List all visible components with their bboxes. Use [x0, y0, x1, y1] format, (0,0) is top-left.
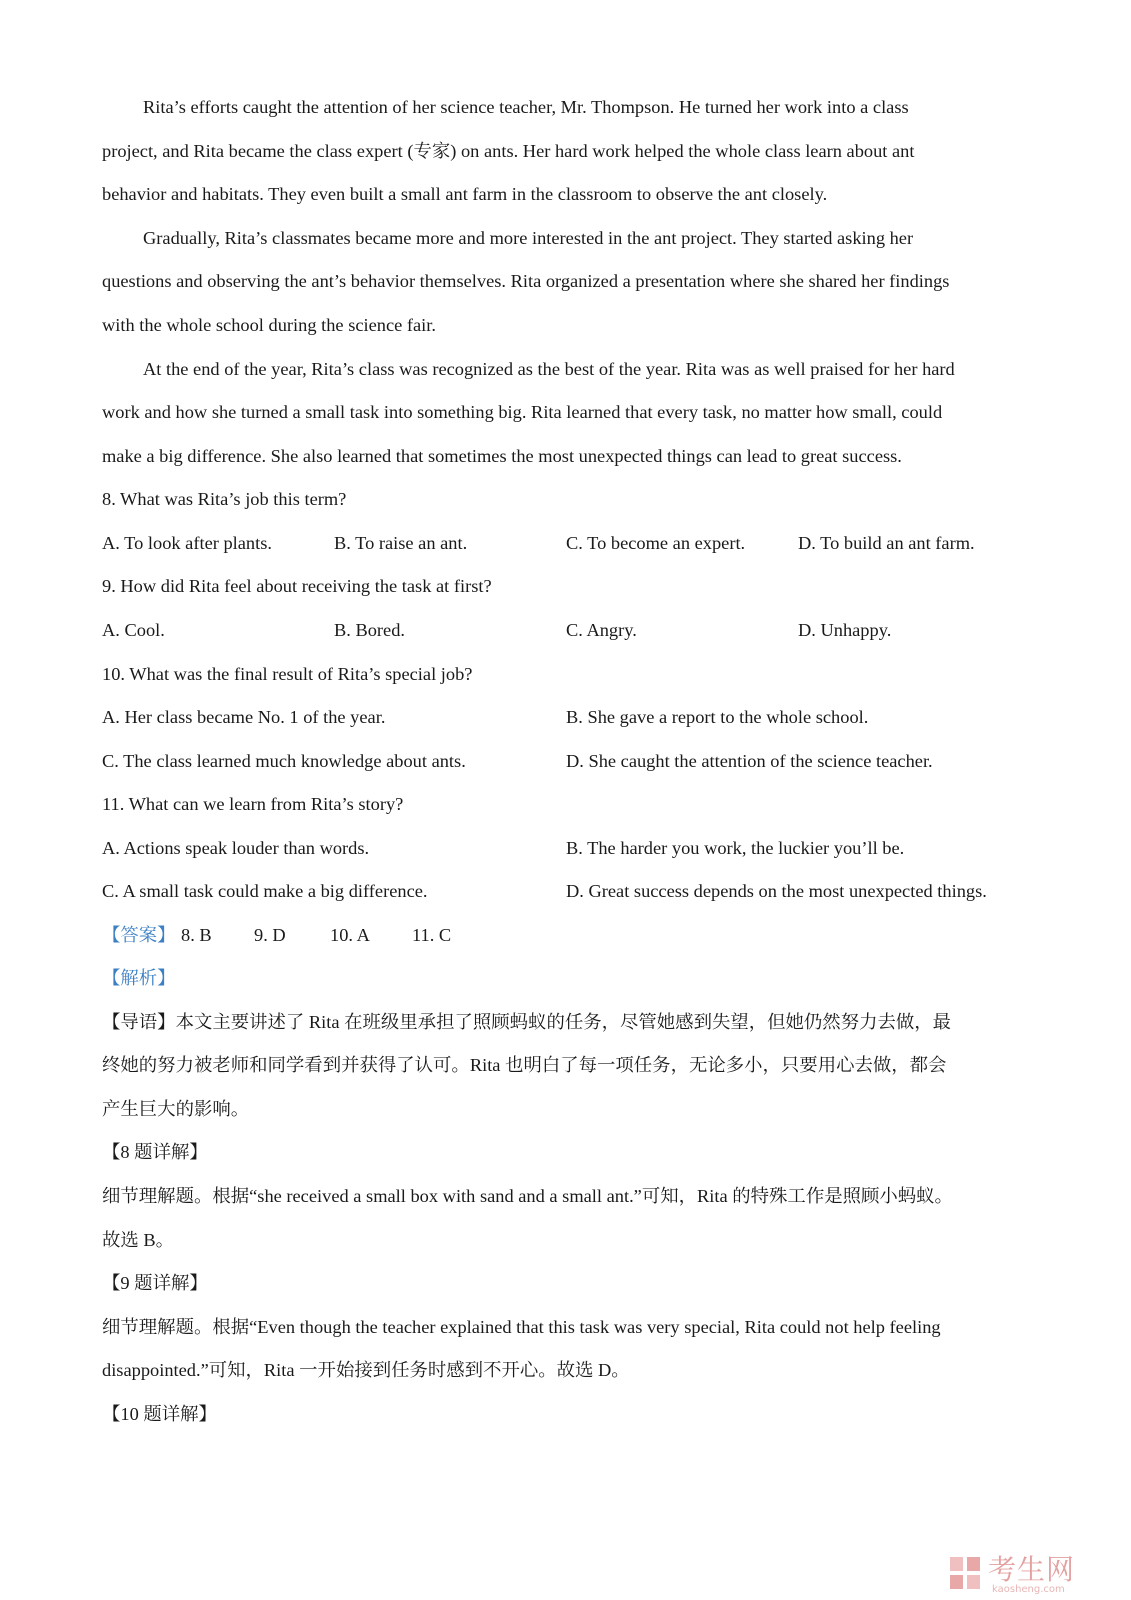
passage-p1-line2: project, and Rita became the class expert (专家) on ants. Her hard work helped the whole class learn about ant [102, 141, 915, 161]
question-10-stem: 10. What was the final result of Rita’s special job? [102, 664, 473, 684]
watermark-mark-icon [948, 1555, 982, 1591]
question-8-option-c: C. To become an expert. [566, 533, 746, 553]
answer-item-9: 9. D [254, 925, 286, 945]
question-8-stem: 8. What was Rita’s job this term? [102, 489, 347, 509]
passage-p3-line3: make a big difference. She also learned that sometimes the most unexpected things can lead to great success. [102, 446, 902, 466]
question-8-option-a: A. To look after plants. [102, 533, 272, 553]
watermark-url: kaosheng.com [992, 1584, 1065, 1595]
analysis-intro-line2: 终她的努力被老师和同学看到并获得了认可。Rita 也明白了每一项任务，无论多小，只要用心去做，都会 [102, 1055, 947, 1075]
question-9-option-d: D. Unhappy. [798, 620, 892, 640]
detail-9-line2: disappointed.”可知，Rita 一开始接到任务时感到不开心。故选 D。 [102, 1360, 630, 1380]
question-9-option-a: A. Cool. [102, 620, 165, 640]
watermark-logo [948, 1555, 1118, 1595]
detail-8-line2: 故选 B。 [102, 1230, 175, 1250]
analysis-intro-line1: 【导语】本文主要讲述了 Rita 在班级里承担了照顾蚂蚁的任务，尽管她感到失望，但她仍然努力去做，最 [102, 1012, 952, 1032]
answer-item-10: 10. A [330, 925, 370, 945]
question-10-option-b: B. She gave a report to the whole school. [566, 707, 869, 727]
answer-item-11: 11. C [412, 925, 452, 945]
question-11-stem: 11. What can we learn from Rita’s story? [102, 794, 404, 814]
question-8-option-b: B. To raise an ant. [334, 533, 468, 553]
question-11-option-c: C. A small task could make a big difference. [102, 881, 428, 901]
answer-item-8: 8. B [181, 925, 212, 945]
detail-8-title: 【8 题详解】 [102, 1142, 208, 1162]
detail-9-line1: 细节理解题。根据“Even though the teacher explained that this task was very special, Rita could not help feeling [102, 1317, 941, 1337]
question-9-option-b: B. Bored. [334, 620, 406, 640]
passage-p1-line1: Rita’s efforts caught the attention of her science teacher, Mr. Thompson. He turned her work into a class [143, 97, 909, 117]
question-11-option-a: A. Actions speak louder than words. [102, 838, 370, 858]
analysis-intro-line3: 产生巨大的影响。 [102, 1099, 250, 1119]
passage-p2-line2: questions and observing the ant’s behavior themselves. Rita organized a presentation where she shared her findings [102, 271, 950, 291]
question-10-option-a: A. Her class became No. 1 of the year. [102, 707, 386, 727]
detail-8-line1: 细节理解题。根据“she received a small box with sand and a small ant.”可知，Rita 的特殊工作是照顾小蚂蚁。 [102, 1186, 953, 1206]
passage-p3-line2: work and how she turned a small task into something big. Rita learned that every task, no matter how small, could [102, 402, 943, 422]
passage-p3-line1: At the end of the year, Rita’s class was recognized as the best of the year. Rita was as well praised for her hard [143, 359, 955, 379]
watermark-text: 考生网 [988, 1553, 1076, 1586]
passage-p1-line3: behavior and habitats. They even built a small ant farm in the classroom to observe the ant closely. [102, 184, 828, 204]
question-11-option-b: B. The harder you work, the luckier you’ll be. [566, 838, 905, 858]
question-10-option-d: D. She caught the attention of the science teacher. [566, 751, 933, 771]
question-10-option-c: C. The class learned much knowledge about ants. [102, 751, 466, 771]
detail-10-title: 【10 题详解】 [102, 1404, 217, 1424]
question-11-option-d: D. Great success depends on the most unexpected things. [566, 881, 987, 901]
question-9-option-c: C. Angry. [566, 620, 637, 640]
analysis-label: 【解析】 [102, 968, 176, 988]
passage-p2-line1: Gradually, Rita’s classmates became more and more interested in the ant project. They started asking her [143, 228, 914, 248]
passage-p2-line3: with the whole school during the science fair. [102, 315, 437, 335]
question-8-option-d: D. To build an ant farm. [798, 533, 975, 553]
detail-9-title: 【9 题详解】 [102, 1273, 208, 1293]
answer-label: 【答案】 [102, 925, 176, 945]
question-9-stem: 9. How did Rita feel about receiving the task at first? [102, 576, 492, 596]
